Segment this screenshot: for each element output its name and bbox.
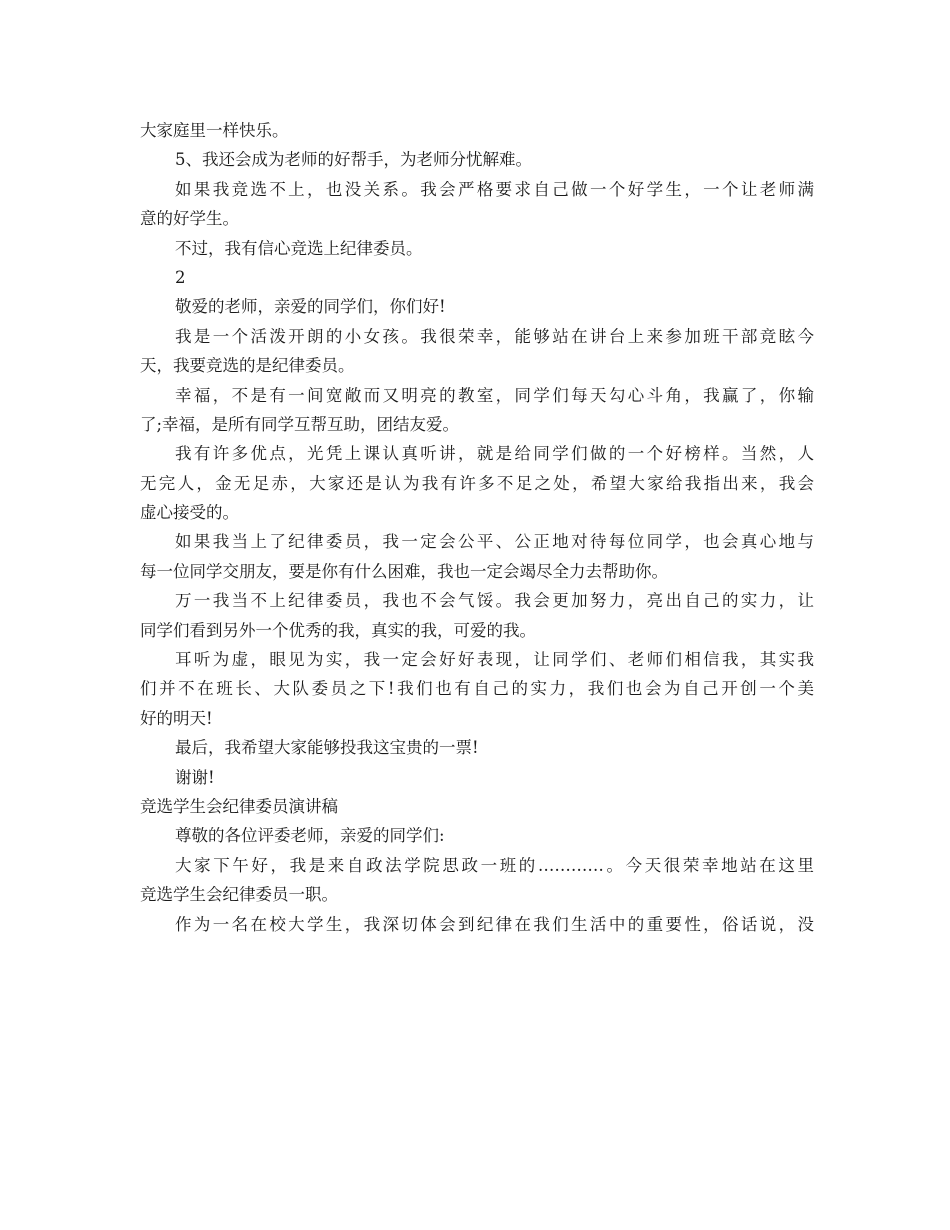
greeting-line: 尊敬的各位评委老师，亲爱的同学们: <box>175 826 445 846</box>
text-line: 万一我当不上纪律委员，我也不会气馁。我会更加努力，亮出自己的实力，让 <box>175 591 814 611</box>
section-number: 2 <box>175 267 186 287</box>
text-line: 耳听为虚，眼见为实，我一定会好好表现，让同学们、老师们相信我，其实我 <box>175 650 814 670</box>
text-line: 5、我还会成为老师的好帮手，为老师分忧解难。 <box>175 150 532 170</box>
text-line: 大家下午好，我是来自政法学院思政一班的…………。今天很荣幸地站在这里 <box>175 855 814 875</box>
text-line: 幸福，不是有一间宽敞而又明亮的教室，同学们每天勾心斗角，我赢了，你输 <box>175 385 814 405</box>
text-line: 同学们看到另外一个优秀的我，真实的我，可爱的我。 <box>140 620 536 640</box>
document-body <box>140 116 814 939</box>
text-line: 不过，我有信心竞选上纪律委员。 <box>175 238 423 258</box>
text-line: 我是一个活泼开朗的小女孩。我很荣幸，能够站在讲台上来参加班干部竞眩今 <box>175 326 814 346</box>
text-line: 了;幸福，是所有同学互帮互助，团结友爱。 <box>140 414 460 434</box>
section-title: 竞选学生会纪律委员演讲稿 <box>140 796 338 816</box>
text-line: 我有许多优点，光凭上课认真听讲，就是给同学们做的一个好榜样。当然，人 <box>175 444 814 464</box>
text-line: 大家庭里一样快乐。 <box>140 121 289 140</box>
text-line: 作为一名在校大学生，我深切体会到纪律在我们生活中的重要性，俗话说，没 <box>175 914 814 934</box>
text-line: 好的明天! <box>140 708 213 728</box>
greeting-line: 敬爱的老师，亲爱的同学们，你们好! <box>175 297 446 317</box>
text-line: 谢谢! <box>175 767 215 787</box>
text-line: 如果我当上了纪律委员，我一定会公平、公正地对待每位同学，也会真心地与 <box>175 532 814 552</box>
text-line: 无完人，金无足赤，大家还是认为我有许多不足之处，希望大家给我指出来，我会 <box>140 473 814 493</box>
text-line: 虚心接受的。 <box>140 503 239 523</box>
text-line: 最后，我希望大家能够投我这宝贵的一票! <box>175 738 479 758</box>
text-line: 天，我要竞选的是纪律委员。 <box>140 356 355 376</box>
text-line: 意的好学生。 <box>140 209 239 229</box>
text-line: 每一位同学交朋友，要是你有什么困难，我也一定会竭尽全力去帮助你。 <box>140 561 668 581</box>
text-line: 们并不在班长、大队委员之下!我们也有自己的实力，我们也会为自己开创一个美 <box>140 679 814 699</box>
text-line: 竞选学生会纪律委员一职。 <box>140 885 338 905</box>
text-line: 如果我竞选不上，也没关系。我会严格要求自己做一个好学生，一个让老师满 <box>175 179 814 199</box>
